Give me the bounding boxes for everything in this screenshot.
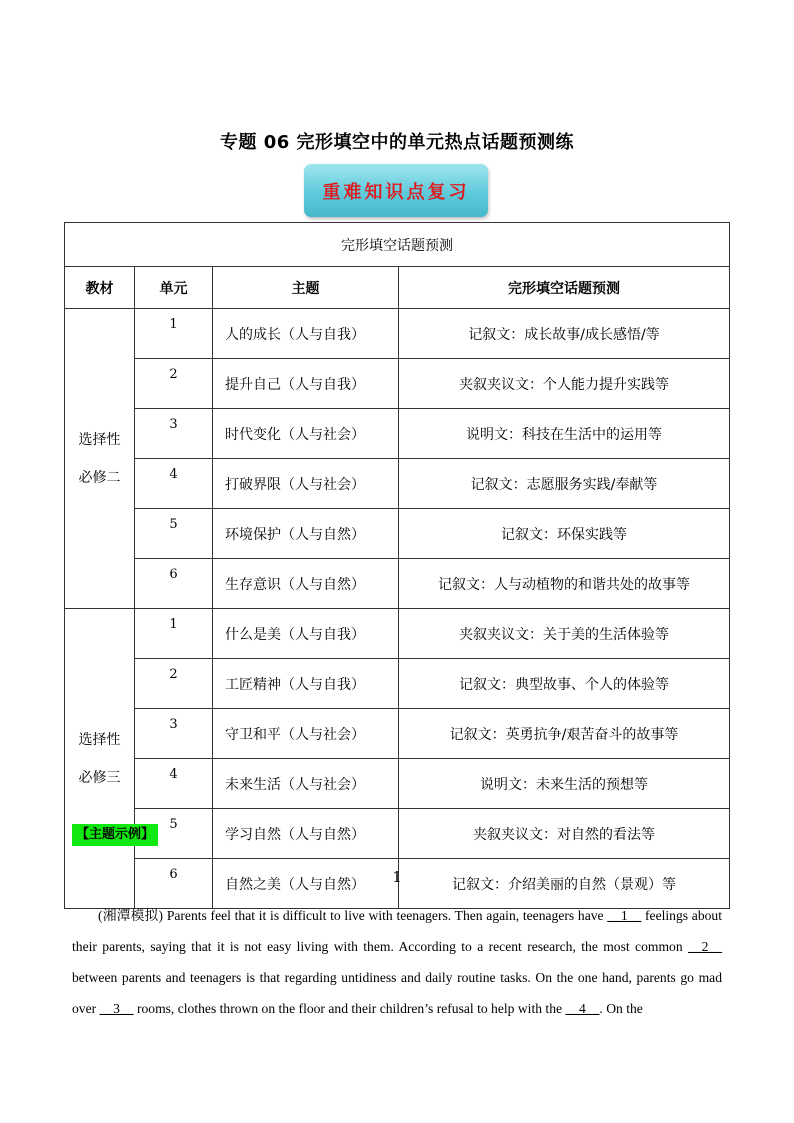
- prediction-cell: 夹叙夹议文：对自然的看法等: [399, 809, 730, 859]
- table-row: [65, 459, 730, 509]
- prediction-cell: 记叙文：介绍美丽的自然（景观）等: [399, 859, 730, 909]
- table-row: [65, 309, 730, 359]
- cloze-passage: [72, 900, 722, 1024]
- table-row: [65, 709, 730, 759]
- prediction-cell: 记叙文：志愿服务实践/奉献等: [399, 459, 730, 509]
- table-row: [65, 609, 730, 659]
- passage-text: feelings about their parents, saying that it is not easy living with them. According to a recent research, the most common: [72, 908, 722, 954]
- table-caption: 完形填空话题预测: [65, 223, 730, 267]
- section-tag: 【主题示例】: [72, 824, 158, 846]
- header-prediction: 完形填空话题预测: [399, 267, 730, 309]
- unit-cell: 6: [135, 559, 213, 609]
- textbook-cell: [65, 609, 135, 909]
- prediction-cell: 夹叙夹议文：关于美的生活体验等: [399, 609, 730, 659]
- prediction-cell: 说明文：科技在生活中的运用等: [399, 409, 730, 459]
- topic-cell: 什么是美（人与自我）: [213, 609, 399, 659]
- textbook-line2: 必修二: [78, 469, 121, 486]
- page-title: 专题 06 完形填空中的单元热点话题预测练: [219, 132, 575, 153]
- cloze-blank: __2__: [688, 939, 722, 954]
- prediction-cell: 记叙文：英勇抗争/艰苦奋斗的故事等: [399, 709, 730, 759]
- unit-cell: 3: [135, 709, 213, 759]
- topic-cell: 自然之美（人与自然）: [213, 859, 399, 909]
- table-row: [65, 809, 730, 859]
- topic-cell: 环境保护（人与自然）: [213, 509, 399, 559]
- table-row: [65, 659, 730, 709]
- unit-cell: 5: [135, 509, 213, 559]
- prediction-cell: 记叙文：人与动植物的和谐共处的故事等: [399, 559, 730, 609]
- unit-cell: 6: [135, 859, 213, 909]
- unit-cell: 1: [135, 309, 213, 359]
- cloze-blank: __1__: [607, 908, 642, 923]
- prediction-cell: 夹叙夹议文：个人能力提升实践等: [399, 359, 730, 409]
- topic-cell: 守卫和平（人与社会）: [213, 709, 399, 759]
- header-textbook: 教材: [65, 267, 135, 309]
- textbook-line1: 选择性: [78, 431, 121, 448]
- table-header-row: [65, 267, 730, 309]
- unit-cell: 1: [135, 609, 213, 659]
- table-row: [65, 409, 730, 459]
- table-row: [65, 559, 730, 609]
- passage-text: . On the: [599, 1001, 643, 1016]
- section-banner: [304, 164, 488, 217]
- prediction-cell: 说明文：未来生活的预想等: [399, 759, 730, 809]
- topic-cell: 提升自己（人与自我）: [213, 359, 399, 409]
- question-number: 1: [392, 868, 402, 886]
- topic-cell: 打破界限（人与社会）: [213, 459, 399, 509]
- topic-cell: 学习自然（人与自然）: [213, 809, 399, 859]
- passage-text: (湘潭模拟) Parents feel that it is difficult to live with teenagers. Then again, teenagers have: [98, 908, 608, 923]
- cloze-blank: __3__: [99, 1001, 134, 1016]
- topic-cell: 工匠精神（人与自我）: [213, 659, 399, 709]
- header-topic: 主题: [213, 267, 399, 309]
- prediction-cell: 记叙文：典型故事、个人的体验等: [399, 659, 730, 709]
- topic-cell: 未来生活（人与社会）: [213, 759, 399, 809]
- unit-cell: 4: [135, 759, 213, 809]
- topic-cell: 时代变化（人与社会）: [213, 409, 399, 459]
- header-unit: 单元: [135, 267, 213, 309]
- topic-cell: 人的成长（人与自我）: [213, 309, 399, 359]
- cloze-blank: __4__: [565, 1001, 600, 1016]
- unit-cell: 5: [135, 809, 213, 859]
- prediction-cell: 记叙文：环保实践等: [399, 509, 730, 559]
- unit-cell: 2: [135, 659, 213, 709]
- textbook-line2: 必修三: [78, 769, 121, 786]
- banner-label: 重难知识点复习: [322, 181, 470, 203]
- table-row: [65, 509, 730, 559]
- prediction-cell: 记叙文：成长故事/成长感悟/等: [399, 309, 730, 359]
- textbook-line1: 选择性: [78, 731, 121, 748]
- table-row: [65, 759, 730, 809]
- unit-cell: 4: [135, 459, 213, 509]
- table-row: [65, 359, 730, 409]
- topic-cell: 生存意识（人与自然）: [213, 559, 399, 609]
- table-caption-row: [65, 223, 730, 267]
- unit-cell: 3: [135, 409, 213, 459]
- passage-text: between parents and teenagers is that regarding untidiness and daily routine tasks. On the one hand, parents go mad over: [72, 970, 722, 1016]
- unit-cell: 2: [135, 359, 213, 409]
- passage-text: rooms, clothes thrown on the floor and their children’s refusal to help with the: [133, 1001, 566, 1016]
- topic-prediction-table: [64, 222, 730, 909]
- textbook-cell: [65, 309, 135, 609]
